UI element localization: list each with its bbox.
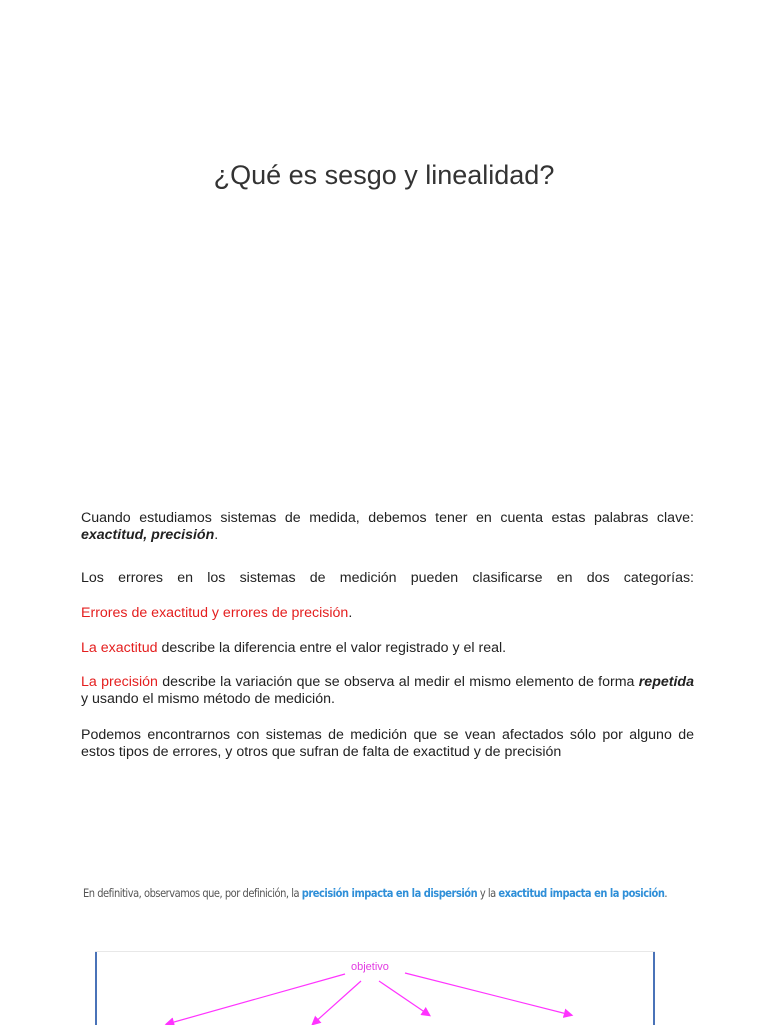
- intro-paragraph: [81, 510, 694, 544]
- page-title: ¿Qué es sesgo y linealidad?: [213, 160, 555, 190]
- error-categories-red: Errores de exactitud y errores de precisión: [81, 605, 349, 621]
- error-categories-end: .: [348, 605, 353, 621]
- arrow-4: [405, 973, 571, 1015]
- summary-accuracy: exactitud impacta en la posición: [498, 886, 665, 900]
- accuracy-text: describe la diferencia entre el valor registrado y el real.: [157, 640, 507, 656]
- summary-text1: En definitiva, observamos que, por definición, la: [83, 886, 302, 900]
- arrow-3: [379, 981, 429, 1015]
- accuracy-definition: [81, 640, 694, 657]
- precision-end: y usando el mismo método de medición.: [81, 691, 335, 707]
- summary-precision: precisión impacta en la dispersión: [301, 886, 478, 900]
- diagram-arrows: [95, 952, 655, 1025]
- arrow-2: [313, 981, 361, 1024]
- arrow-1: [167, 974, 345, 1024]
- summary-text2: y la: [477, 886, 499, 900]
- summary-end: .: [664, 886, 668, 900]
- error-categories: [81, 605, 694, 622]
- precision-emph: repetida: [638, 674, 694, 690]
- intro-text: Cuando estudiamos sistemas de medida, debemos tener en cuenta estas palabras clave:: [81, 510, 694, 526]
- accuracy-precision-diagram: [95, 951, 655, 1025]
- systems-paragraph: Podemos encontrarnos con sistemas de medición que se vean afectados sólo por alguno de estos tipos de errores, y otros que sufran de falta de exactitud y de precisión: [81, 727, 694, 760]
- precision-definition: [81, 674, 694, 708]
- objective-label: objetivo: [351, 961, 389, 973]
- intro-end: .: [214, 527, 219, 543]
- summary-caption: [83, 886, 667, 900]
- keywords: exactitud, precisión: [81, 527, 215, 543]
- accuracy-term: La exactitud: [81, 640, 158, 656]
- precision-text: describe la variación que se observa al medir el mismo elemento de forma: [157, 674, 639, 690]
- precision-term: La precisión: [81, 674, 158, 690]
- errors-paragraph: Los errores en los sistemas de medición pueden clasificarse en dos categorías:: [81, 570, 694, 586]
